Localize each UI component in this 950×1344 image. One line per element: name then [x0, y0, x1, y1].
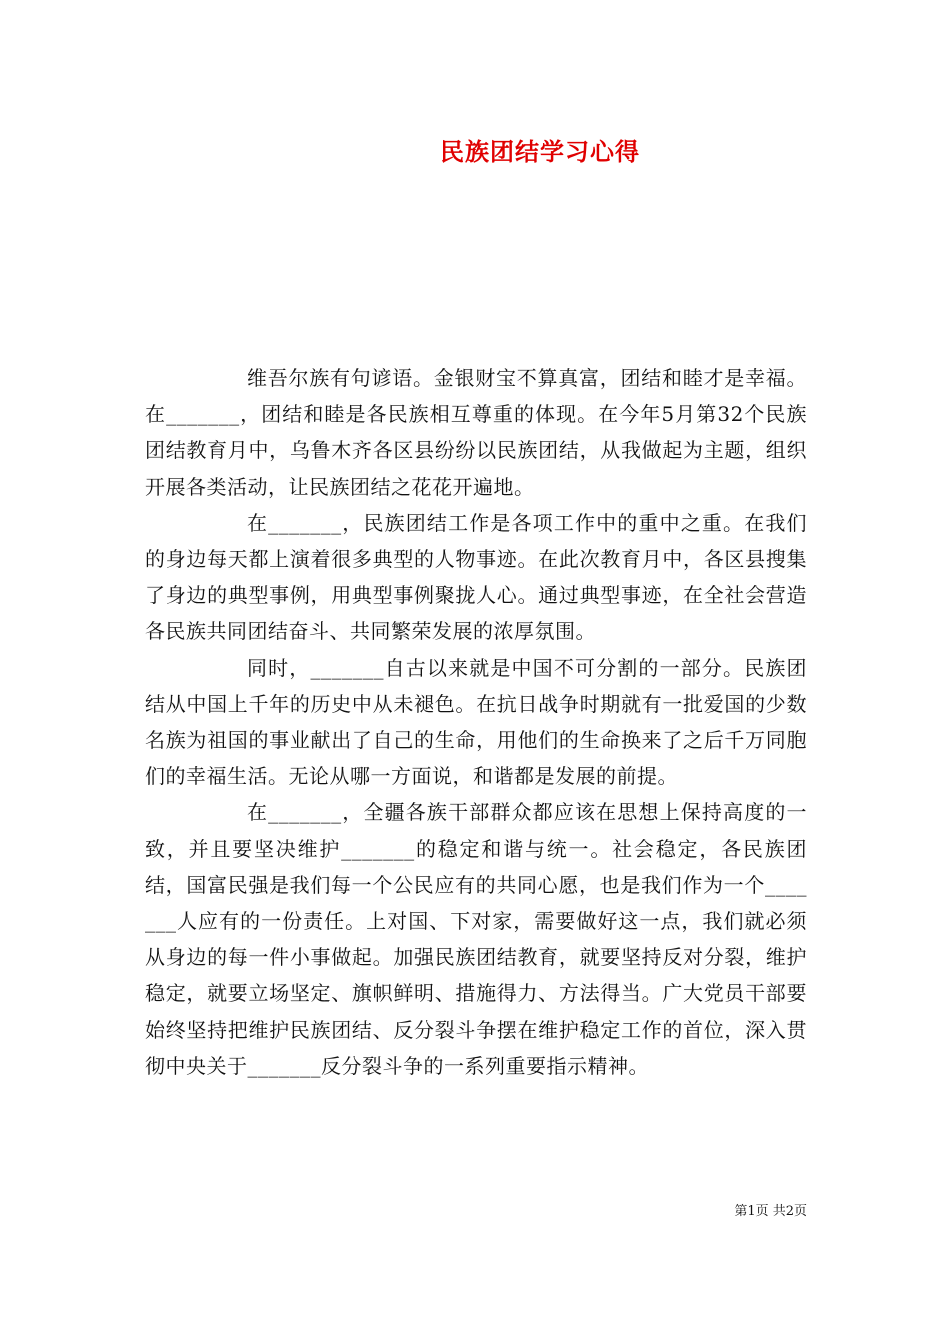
document-body	[145, 360, 807, 1084]
paragraph-1: 维吾尔族有句谚语。金银财宝不算真富，团结和睦才是幸福。在_______，团结和睦是各民族相互尊重的体现。在今年5月第32个民族团结教育月中，乌鲁木齐各区县纷纷以民族团结，从我做起为主题，组织开展各类活动，让民族团结之花花开遍地。	[145, 366, 807, 499]
paragraph-4: 在_______，全疆各族干部群众都应该在思想上保持高度的一致，并且要坚决维护_______的稳定和谐与统一。社会稳定，各民族团结，国富民强是我们每一个公民应有的共同心愿，也是我们作为一个_______人应有的一份责任。上对国、下对家，需要做好这一点，我们就必须从身边的每一件小事做起。加强民族团结教育，就要坚持反对分裂，维护稳定，就要立场坚定、旗帜鲜明、措施得力、方法得当。广大党员干部要始终坚持把维护民族团结、反分裂斗争摆在维护稳定工作的首位，深入贯彻中央关于_______反分裂斗争的一系列重要指示精神。	[145, 800, 807, 1078]
document-title: 民族团结学习心得	[440, 137, 640, 166]
page-number-footer: 第1页 共2页	[734, 1204, 807, 1219]
paragraph-3: 同时，_______自古以来就是中国不可分割的一部分。民族团结从中国上千年的历史中从未褪色。在抗日战争时期就有一批爱国的少数名族为祖国的事业献出了自己的生命，用他们的生命换来了之后千万同胞们的幸福生活。无论从哪一方面说，和谐都是发展的前提。	[145, 655, 807, 789]
paragraph-2: 在_______，民族团结工作是各项工作中的重中之重。在我们的身边每天都上演着很多典型的人物事迹。在此次教育月中，各区县搜集了身边的典型事例，用典型事例聚拢人心。通过典型事迹，在全社会营造各民族共同团结奋斗、共同繁荣发展的浓厚氛围。	[145, 510, 807, 644]
